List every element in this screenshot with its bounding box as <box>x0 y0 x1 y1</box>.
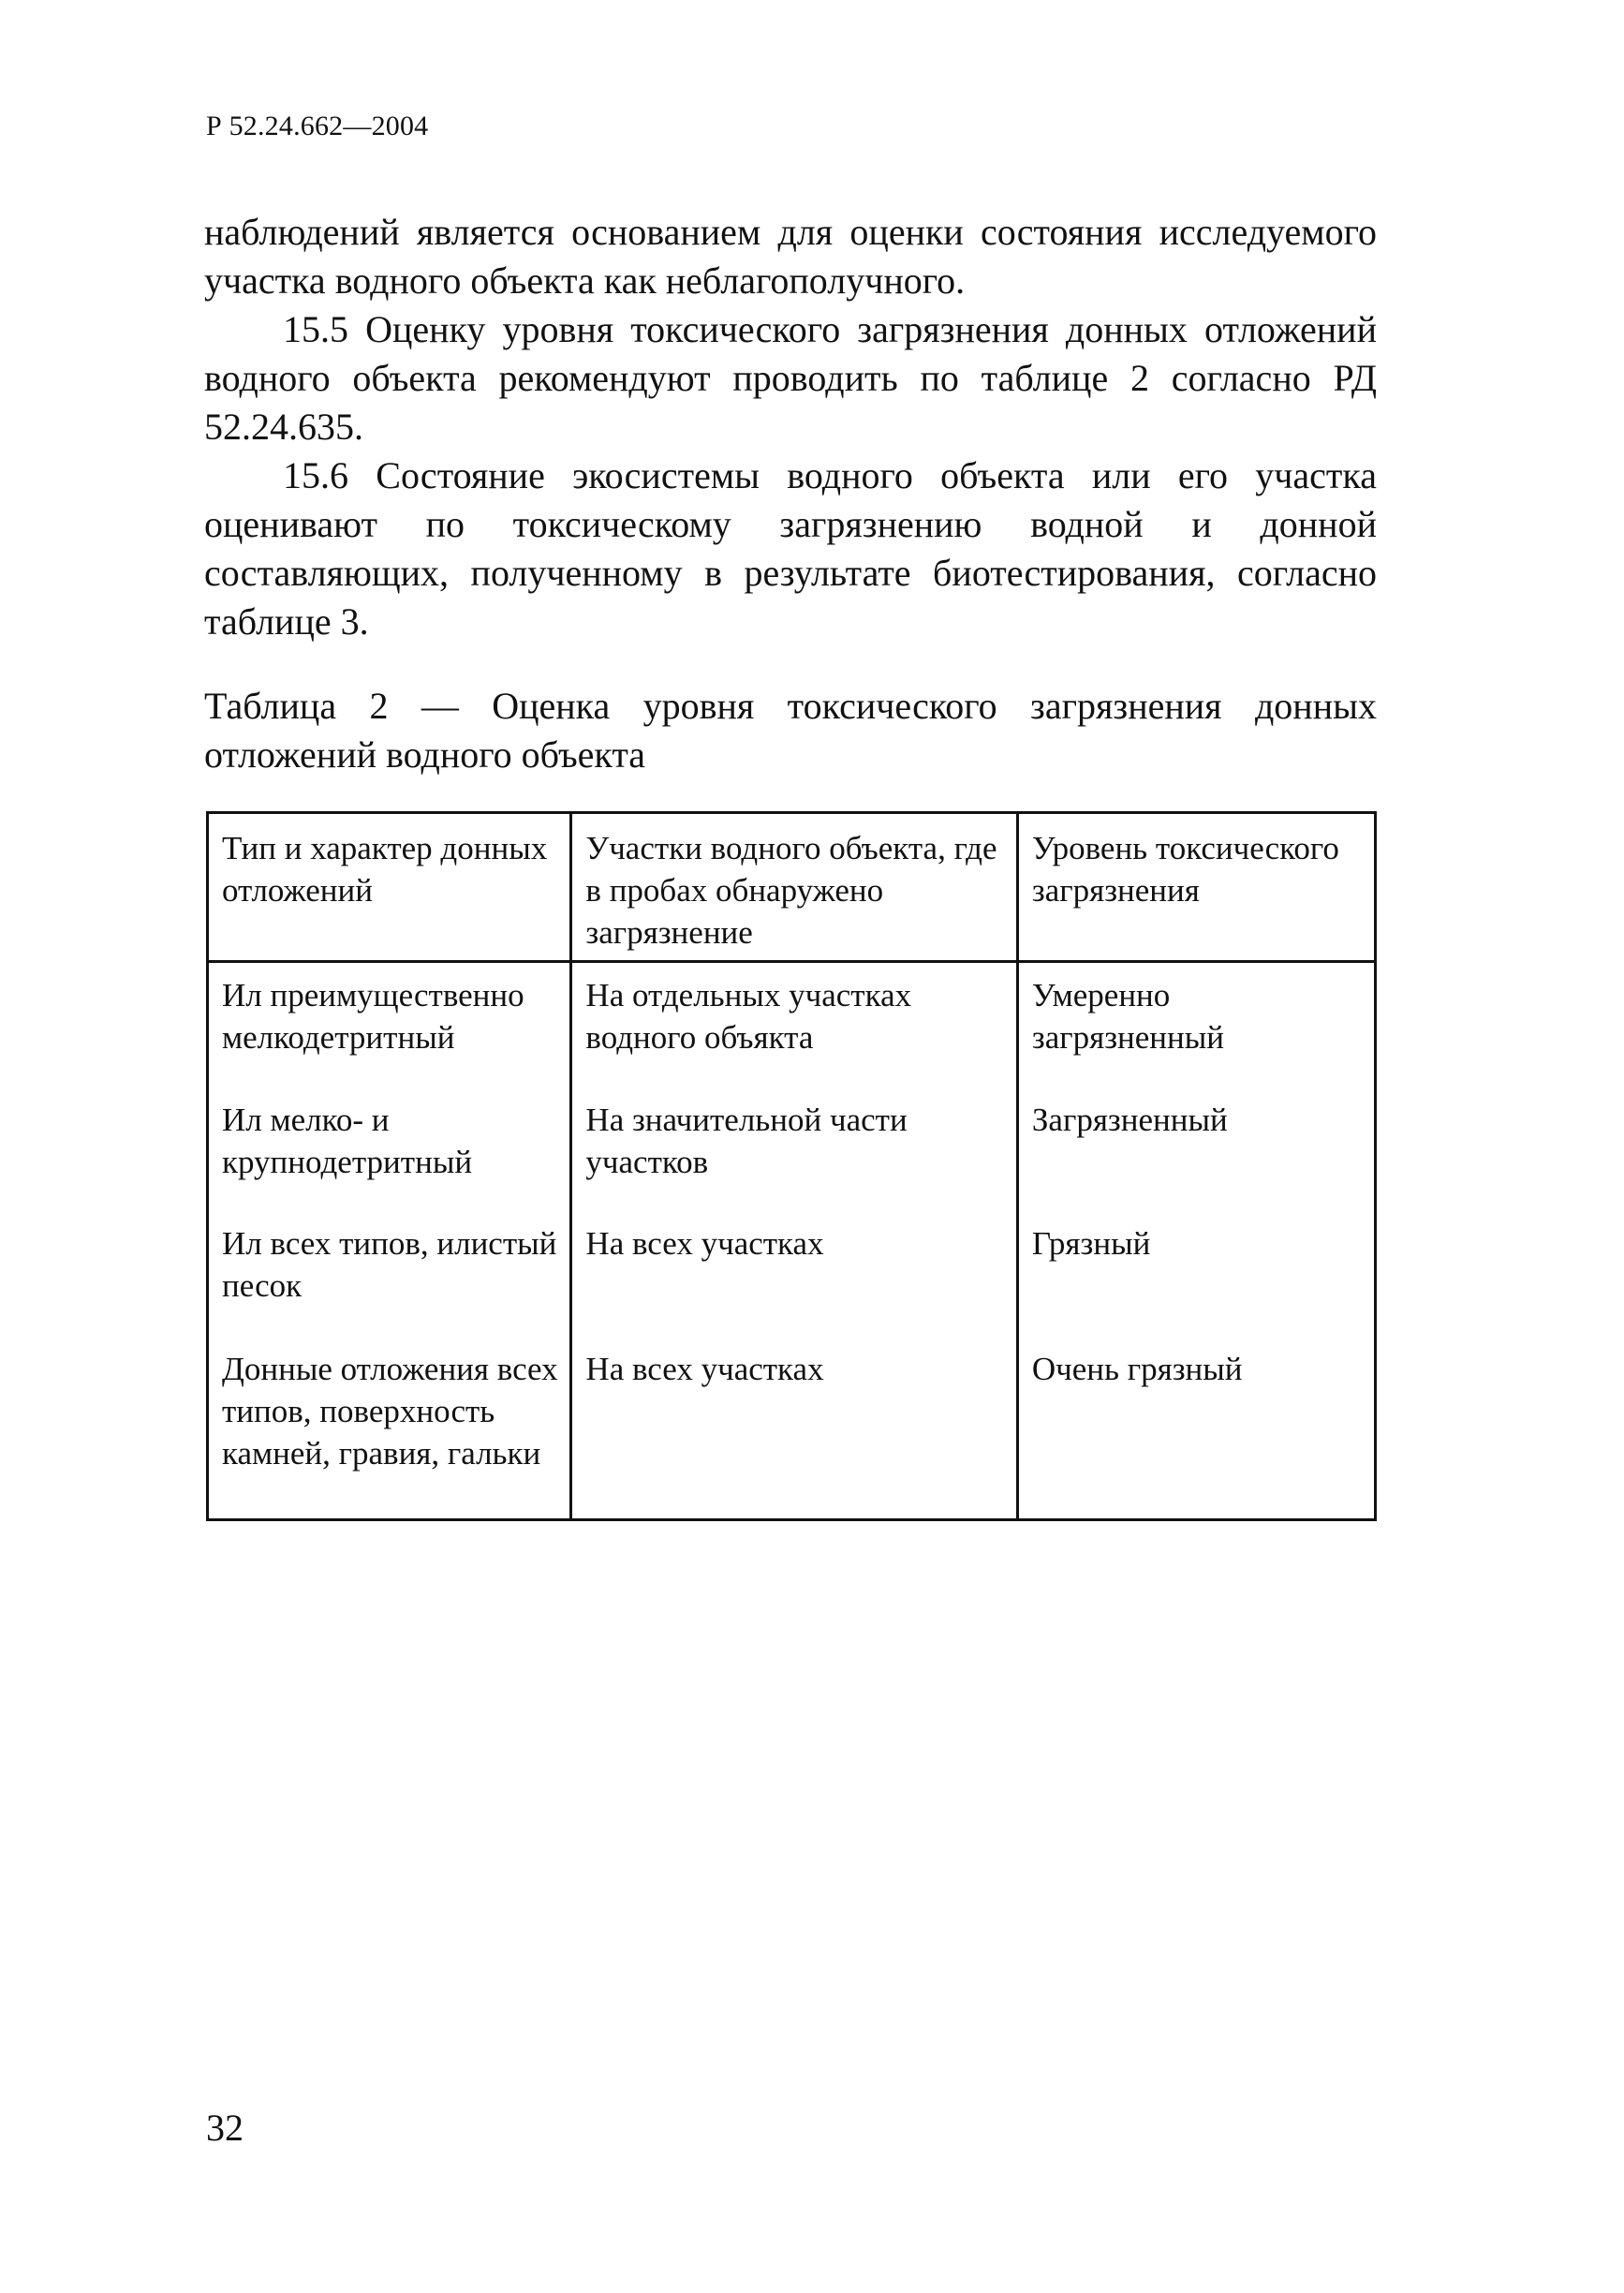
table-cell: Грязный <box>1017 1211 1375 1337</box>
table-header-cell: Участки водного объекта, где в пробах обнаружено загрязнение <box>571 813 1017 962</box>
page-number: 32 <box>206 2107 244 2149</box>
table-cell: Донные отложения всех типов, поверхность камней, гравия, гальки <box>208 1337 571 1520</box>
document-code-header: Р 52.24.662—2004 <box>206 111 429 141</box>
paragraph-15-5: 15.5 Оценку уровня токсического загрязнения донных отложений водного объекта рекомендуют проводить по таблице 2 согласно РД 52.24.635. <box>204 308 1377 448</box>
table-row <box>208 1337 1376 1520</box>
table-cell: Загрязненный <box>1017 1087 1375 1211</box>
table-cell: Очень грязный <box>1017 1337 1375 1520</box>
table-row <box>208 1211 1376 1337</box>
body-text <box>204 208 1377 646</box>
table-header-row <box>208 813 1376 962</box>
table-cell: На значительной части участков <box>571 1087 1017 1211</box>
table-cell: Ил преимущественно мелкодетритный <box>208 962 571 1088</box>
table-cell: Ил мелко- и крупнодетритный <box>208 1087 571 1211</box>
table-header-cell: Уровень токсического загрязнения <box>1017 813 1375 962</box>
table-caption: Таблица 2 — Оценка уровня токсического загрязнения донных отложений водного объекта <box>204 685 1377 776</box>
table-cell: На всех участках <box>571 1211 1017 1337</box>
table-row <box>208 1087 1376 1211</box>
paragraph-15-6: 15.6 Состояние экосистемы водного объекта или его участка оценивают по токсическому загрязнению водной и донной составляющих, полученному в результате биотестирования, согласно таблице 3. <box>204 454 1377 643</box>
toxicity-table <box>206 811 1377 1521</box>
table-cell: Ил всех типов, илистый песок <box>208 1211 571 1337</box>
table-cell: На отдельных участках водного объякта <box>571 962 1017 1088</box>
table-row <box>208 962 1376 1088</box>
paragraph-continuation: наблюдений является основанием для оценки состояния исследуемого участка водного объекта как неблагополучного. <box>204 211 1377 302</box>
table-cell: Умеренно загрязненный <box>1017 962 1375 1088</box>
table-header-cell: Тип и характер донных отложений <box>208 813 571 962</box>
table-cell: На всех участках <box>571 1337 1017 1520</box>
